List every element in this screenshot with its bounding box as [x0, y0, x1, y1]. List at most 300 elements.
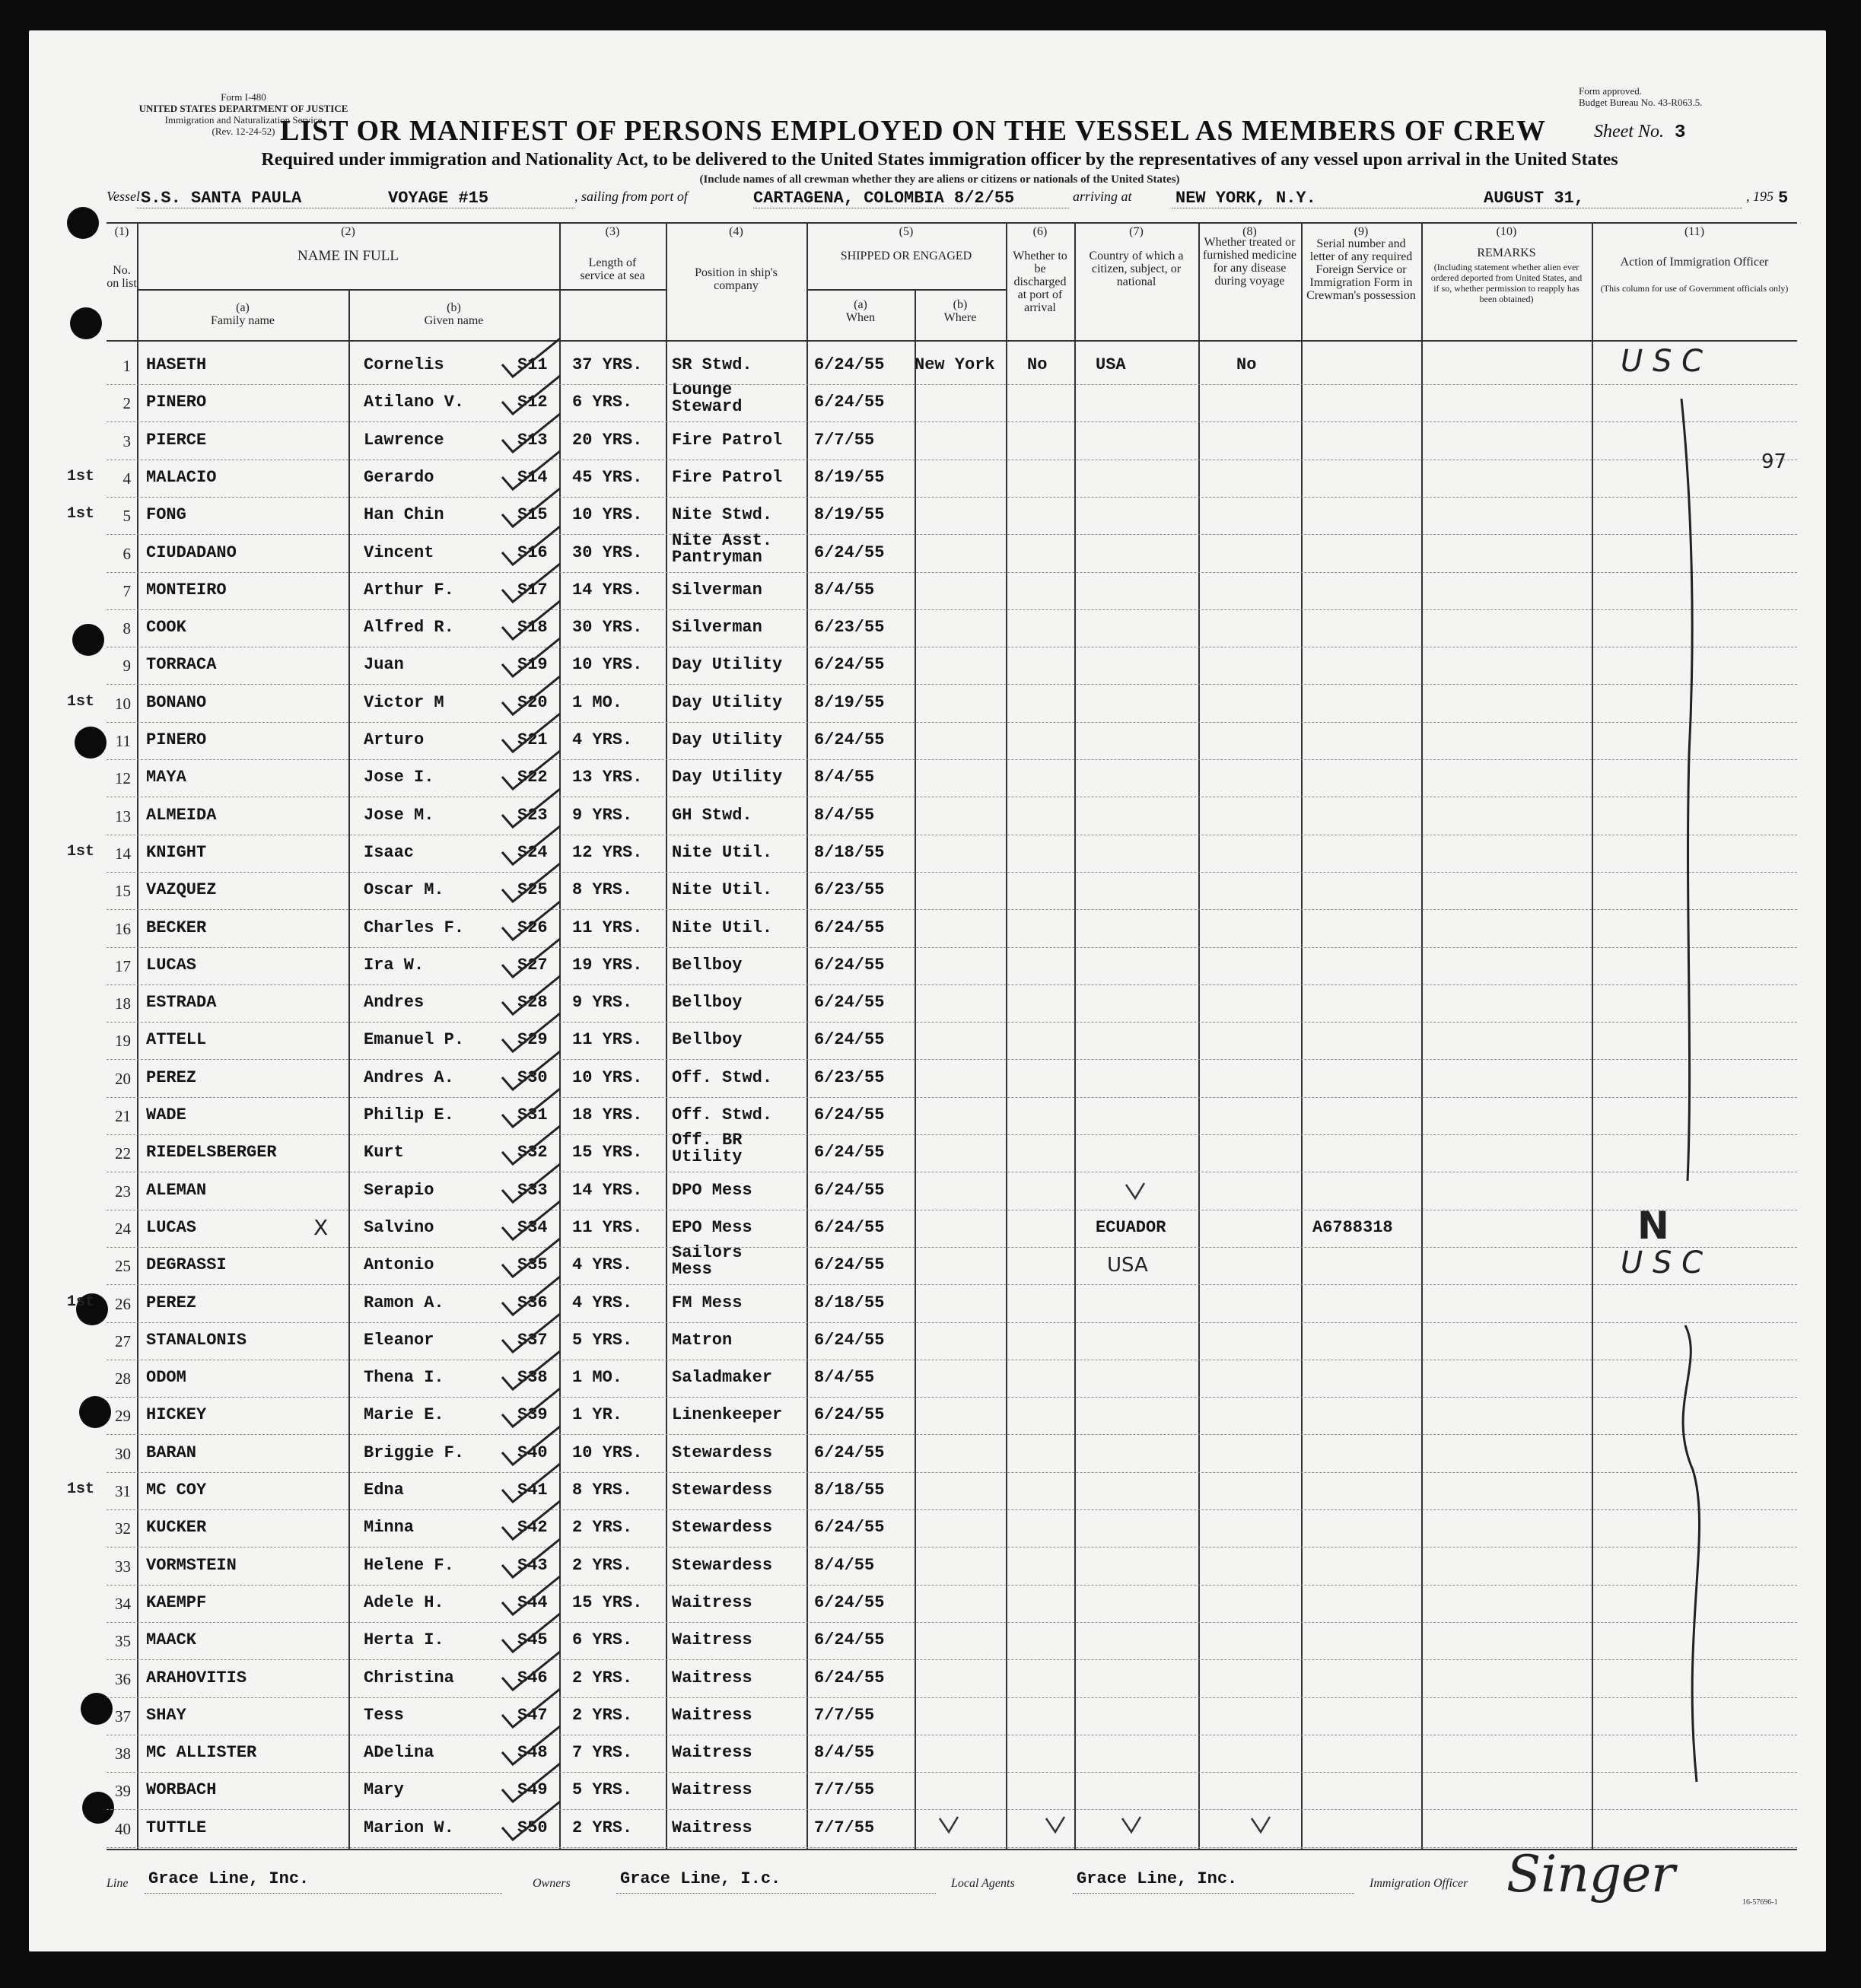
row-number: 14 — [115, 844, 131, 863]
handwritten-marks — [107, 222, 1797, 1850]
cell-service: 6 YRS. — [572, 1630, 633, 1650]
punch-hole — [67, 207, 99, 239]
cell-when: 6/24/55 — [814, 655, 885, 675]
cell-when: 7/7/55 — [814, 1780, 875, 1800]
cell-service: 12 YRS. — [572, 842, 643, 862]
cell-family: RIEDELSBERGER — [146, 1143, 277, 1163]
cell-given: ADelina — [364, 1743, 434, 1763]
cell-code: S16 — [517, 542, 548, 562]
cell-family: MC ALLISTER — [146, 1743, 257, 1763]
cell-position: Nite Util. — [672, 842, 773, 862]
first-trip-mark: 1st — [67, 842, 95, 860]
cell-given: Juan — [364, 655, 404, 675]
row-number: 5 — [122, 507, 131, 526]
cell-family: COOK — [146, 618, 186, 638]
cell-family: ARAHOVITIS — [146, 1668, 247, 1687]
col-header-when: (a) When — [845, 298, 876, 324]
arriving-label: arriving at — [1073, 189, 1132, 204]
cell-family: STANALONIS — [146, 1330, 247, 1350]
cell-code: S13 — [517, 430, 548, 450]
cell-code: S46 — [517, 1668, 548, 1687]
cell-family: WORBACH — [146, 1780, 217, 1800]
cell-code: S47 — [517, 1705, 548, 1725]
cell-code: S43 — [517, 1555, 548, 1575]
cell-when: 8/4/55 — [814, 580, 875, 600]
col-header-discharged: Whether to be discharged at port of arrival — [1013, 250, 1067, 314]
cell-position: EPO Mess — [672, 1217, 752, 1237]
row-number: 33 — [115, 1557, 131, 1576]
cell-when: 7/7/55 — [814, 430, 875, 450]
col-header-treated: Whether treated or furnished medicine for any disease during voyage — [1202, 236, 1297, 288]
row-number: 36 — [115, 1669, 131, 1688]
cell-given: Charles F. — [364, 918, 465, 937]
row-number: 29 — [115, 1407, 131, 1426]
cell-given: Ramon A. — [364, 1293, 444, 1312]
cell-given: Arturo — [364, 730, 425, 749]
cell-when: 8/18/55 — [814, 1293, 885, 1312]
cell-code: S17 — [517, 580, 548, 600]
cell-when: 6/24/55 — [814, 1217, 885, 1237]
cell-code: S42 — [517, 1518, 548, 1538]
cell-position: Silverman — [672, 618, 762, 638]
voyage-number: VOYAGE #15 — [388, 189, 489, 208]
col2-number: (2) — [341, 225, 355, 238]
cell-position: DPO Mess — [672, 1180, 752, 1200]
row-number: 13 — [115, 806, 131, 825]
cell-position: Waitress — [672, 1592, 752, 1612]
col8-number: (8) — [1242, 225, 1257, 238]
cell-position: Sailors Mess — [672, 1243, 743, 1280]
cell-family: MALACIO — [146, 467, 217, 487]
cell-when: 6/24/55 — [814, 393, 885, 412]
col7-number: (7) — [1129, 225, 1144, 238]
cell-position: Silverman — [672, 580, 762, 600]
cell-service: 45 YRS. — [572, 467, 643, 487]
margin-number: 97 — [1761, 450, 1787, 473]
row-number: 9 — [122, 657, 131, 676]
col-header-country: Country of which a citizen, subject, or national — [1089, 250, 1184, 288]
cell-position: Linenkeeper — [672, 1405, 783, 1425]
row-number: 38 — [115, 1745, 131, 1764]
cell-position: Matron — [672, 1330, 733, 1350]
col-header-serial-number: Serial number and letter of any required Foreign Service or Immigration Form in Crewman's possession — [1306, 237, 1416, 302]
cell-code: S35 — [517, 1255, 548, 1275]
cell-when: 8/19/55 — [814, 467, 885, 487]
year-prefix: , 195 — [1746, 189, 1774, 204]
cell-code: S34 — [517, 1217, 548, 1237]
cell-family: PEREZ — [146, 1293, 197, 1312]
cell-given: Han Chin — [364, 505, 444, 525]
cell-position: Day Utility — [672, 692, 783, 712]
cell-when: 6/24/55 — [814, 542, 885, 562]
service: Immigration and Naturalization Service — [164, 114, 323, 126]
col5-number: (5) — [899, 225, 914, 238]
cell-family: WADE — [146, 1105, 186, 1124]
usc-annotation-2: U S C — [1621, 1245, 1704, 1280]
cell-family: PEREZ — [146, 1067, 197, 1087]
cell-code: S44 — [517, 1592, 548, 1612]
cell-family: ESTRADA — [146, 993, 217, 1013]
cell-when: 6/24/55 — [814, 1630, 885, 1650]
cell-when: 6/24/55 — [814, 1592, 885, 1612]
row-number: 3 — [122, 431, 131, 450]
cell-position: Waitress — [672, 1743, 752, 1763]
cell-given: Adele H. — [364, 1592, 444, 1612]
cell-service: 10 YRS. — [572, 1067, 643, 1087]
cell-position: Waitress — [672, 1780, 752, 1800]
cell-given: Eleanor — [364, 1330, 434, 1350]
cell-family: KNIGHT — [146, 842, 207, 862]
cell-family: CIUDADANO — [146, 542, 237, 562]
cell-code: S33 — [517, 1180, 548, 1200]
cell-given: Jose M. — [364, 805, 434, 825]
vessel-label: Vessel — [107, 189, 140, 204]
department: UNITED STATES DEPARTMENT OF JUSTICE — [138, 103, 348, 114]
officer-label: Immigration Officer — [1370, 1877, 1468, 1890]
col10-number: (10) — [1496, 225, 1517, 238]
cell-position: Off. Stwd. — [672, 1105, 773, 1124]
first-trip-mark: 1st — [67, 467, 95, 485]
cell-position: Bellboy — [672, 993, 743, 1013]
cell-when: 6/24/55 — [814, 730, 885, 749]
cell-family: HICKEY — [146, 1405, 207, 1425]
cell-given: Briggie F. — [364, 1442, 465, 1462]
cell-code: S20 — [517, 692, 548, 712]
revision: (Rev. 12-24-52) — [212, 126, 275, 137]
usc-annotation: U S C — [1621, 344, 1704, 379]
cell-position: Bellboy — [672, 955, 743, 975]
cell-family: PINERO — [146, 393, 207, 412]
cell-service: 1 MO. — [572, 1368, 623, 1388]
row-number: 30 — [115, 1444, 131, 1463]
cell-code: S36 — [517, 1293, 548, 1312]
form-approved: Form approved. — [1579, 85, 1643, 97]
cell-service: 15 YRS. — [572, 1592, 643, 1612]
cell-code: S31 — [517, 1105, 548, 1124]
cell-given: Herta I. — [364, 1630, 444, 1650]
first-trip-mark: 1st — [67, 1293, 95, 1311]
cell-position: Nite Util. — [672, 918, 773, 937]
cell-code: S49 — [517, 1780, 548, 1800]
cell-family: ODOM — [146, 1368, 186, 1388]
cell-family: MAACK — [146, 1630, 197, 1650]
cell-when: 6/24/55 — [814, 955, 885, 975]
cell-family: DEGRASSI — [146, 1255, 227, 1275]
col-header-family-name: (a) Family name — [211, 301, 275, 327]
arrival-port: NEW YORK, N.Y. — [1175, 189, 1316, 208]
cell-when: 6/24/55 — [814, 1668, 885, 1687]
row-number: 12 — [115, 769, 131, 788]
cell-given: Isaac — [364, 842, 415, 862]
cell-family: BARAN — [146, 1442, 197, 1462]
cell-country-handwritten: USA — [1107, 1254, 1148, 1277]
col-header-officer-action: Action of Immigration Officer — [1620, 256, 1769, 269]
row-number: 2 — [122, 394, 131, 413]
cell-position: Lounge Steward — [672, 380, 743, 417]
cell-service: 2 YRS. — [572, 1555, 633, 1575]
row-number: 18 — [115, 994, 131, 1013]
row-number: 32 — [115, 1519, 131, 1538]
col-header-remarks-note: (Including statement whether alien ever ordered deported from United States, and if so, whether permission to reapply has been obtained) — [1430, 262, 1583, 304]
cell-service: 37 YRS. — [572, 355, 643, 374]
first-trip-mark: 1st — [67, 1481, 95, 1498]
print-code: 16-57696-1 — [1742, 1898, 1778, 1907]
cell-code: S37 — [517, 1330, 548, 1350]
cell-position: Nite Stwd. — [672, 505, 773, 525]
col11-number: (11) — [1684, 225, 1705, 238]
cell-given: Atilano V. — [364, 393, 465, 412]
cell-family: PINERO — [146, 730, 207, 749]
cell-position: Waitress — [672, 1630, 752, 1650]
cell-service: 2 YRS. — [572, 1518, 633, 1538]
cell-service: 7 YRS. — [572, 1743, 633, 1763]
cell-given: Jose I. — [364, 768, 434, 787]
cell-family: VAZQUEZ — [146, 880, 217, 900]
col1-number: (1) — [114, 225, 129, 238]
owners-value: Grace Line, I.c. — [620, 1869, 781, 1888]
row-number: 10 — [115, 694, 131, 713]
cell-code: S23 — [517, 805, 548, 825]
sheet-number — [1594, 122, 1685, 143]
cell-given: Alfred R. — [364, 618, 454, 638]
cell-when: 6/24/55 — [814, 918, 885, 937]
cell-given: Oscar M. — [364, 880, 444, 900]
cell-family: MONTEIRO — [146, 580, 227, 600]
cell-given: Thena I. — [364, 1368, 444, 1388]
n-annotation: N — [1637, 1204, 1669, 1248]
cell-code: S39 — [517, 1405, 548, 1425]
cell-code: S22 — [517, 768, 548, 787]
approval-block — [1579, 85, 1792, 108]
cell-when: 6/24/55 — [814, 1330, 885, 1350]
page-title: LIST OR MANIFEST OF PERSONS EMPLOYED ON THE VESSEL AS MEMBERS OF CREW — [280, 115, 1546, 147]
cell-position: Saladmaker — [672, 1368, 773, 1388]
row-number: 31 — [115, 1482, 131, 1500]
col-header-name: NAME IN FULL — [297, 248, 399, 264]
col-header-remarks: REMARKS — [1477, 247, 1536, 259]
cell-where: New York — [915, 355, 995, 374]
cell-position: Fire Patrol — [672, 430, 783, 450]
cell-when: 8/19/55 — [814, 505, 885, 525]
cell-given: Victor M — [364, 692, 444, 712]
cell-position: Day Utility — [672, 655, 783, 675]
cell-family: TUTTLE — [146, 1818, 207, 1837]
cell-code: S27 — [517, 955, 548, 975]
col3-number: (3) — [605, 225, 620, 238]
cell-code: S38 — [517, 1368, 548, 1388]
row-number: 19 — [115, 1032, 131, 1051]
cell-service: 4 YRS. — [572, 1293, 633, 1312]
cell-position: Stewardess — [672, 1518, 773, 1538]
officer-signature: Singer — [1506, 1845, 1675, 1904]
vessel-name: S.S. SANTA PAULA — [141, 189, 302, 208]
col9-number: (9) — [1354, 225, 1369, 238]
cell-family: ALMEIDA — [146, 805, 217, 825]
sheet-value: 3 — [1674, 122, 1686, 143]
cell-family: TORRACA — [146, 655, 217, 675]
agents-label: Local Agents — [951, 1877, 1015, 1890]
cell-when: 8/4/55 — [814, 768, 875, 787]
cell-given: Ira W. — [364, 955, 425, 975]
cell-when: 8/19/55 — [814, 692, 885, 712]
row-number: 34 — [115, 1594, 131, 1613]
line-label: Line — [107, 1877, 129, 1890]
cell-family: SHAY — [146, 1705, 186, 1725]
col-header-position: Position in ship's company — [695, 266, 778, 292]
row-number: 25 — [115, 1257, 131, 1276]
form-number: Form I-480 — [221, 91, 266, 103]
cell-code: S21 — [517, 730, 548, 749]
cell-service: 20 YRS. — [572, 430, 643, 450]
footer — [107, 1845, 1797, 1907]
cell-service: 8 YRS. — [572, 880, 633, 900]
cell-service: 1 YR. — [572, 1405, 623, 1425]
cell-family: ATTELL — [146, 1030, 207, 1050]
cell-service: 8 YRS. — [572, 1481, 633, 1500]
instruction-note: (Include names of all crewman whether they are aliens or citizens or nationals of the United States) — [699, 173, 1180, 186]
col-header-given-name: (b) Given name — [424, 301, 484, 327]
cell-service: 4 YRS. — [572, 1255, 633, 1275]
cell-family: VORMSTEIN — [146, 1555, 237, 1575]
cell-discharge: No — [1027, 355, 1048, 374]
row-number: 20 — [115, 1069, 131, 1088]
row-number: 40 — [115, 1819, 131, 1838]
cell-family: MC COY — [146, 1481, 207, 1500]
cell-code: S48 — [517, 1743, 548, 1763]
cell-family: BECKER — [146, 918, 207, 937]
cell-position: Off. BR Utility — [672, 1131, 743, 1167]
cell-given: Philip E. — [364, 1105, 454, 1124]
row-number: 15 — [115, 882, 131, 901]
cell-code: S18 — [517, 618, 548, 638]
cell-given: Andres — [364, 993, 425, 1013]
cell-service: 4 YRS. — [572, 730, 633, 749]
cell-given: Emanuel P. — [364, 1030, 465, 1050]
cell-position: Nite Util. — [672, 880, 773, 900]
cell-code: S11 — [517, 355, 548, 374]
cell-service: 9 YRS. — [572, 805, 633, 825]
cell-service: 13 YRS. — [572, 768, 643, 787]
cell-code: S28 — [517, 993, 548, 1013]
cell-position: GH Stwd. — [672, 805, 752, 825]
cell-position: FM Mess — [672, 1293, 743, 1312]
row-number: 27 — [115, 1331, 131, 1350]
cell-when: 7/7/55 — [814, 1818, 875, 1837]
row-number: 4 — [122, 469, 131, 488]
cell-service: 10 YRS. — [572, 655, 643, 675]
cell-family: MAYA — [146, 768, 186, 787]
cell-position: Day Utility — [672, 730, 783, 749]
cell-position: Nite Asst. Pantryman — [672, 530, 773, 567]
row-number: 26 — [115, 1294, 131, 1313]
cell-position: Off. Stwd. — [672, 1067, 773, 1087]
col-header-length-of-service: Length of service at sea — [580, 256, 645, 282]
col-header-shipped-engaged: SHIPPED OR ENGAGED — [840, 250, 972, 262]
cell-service: 11 YRS. — [572, 1217, 643, 1237]
row-number: 21 — [115, 1107, 131, 1125]
cell-treated: No — [1236, 355, 1257, 374]
cell-serial: A6788318 — [1312, 1217, 1393, 1237]
cell-service: 14 YRS. — [572, 580, 643, 600]
cell-when: 8/4/55 — [814, 1368, 875, 1388]
cell-given: Serapio — [364, 1180, 434, 1200]
cell-code: S25 — [517, 880, 548, 900]
cell-service: 6 YRS. — [572, 393, 633, 412]
cell-code: S14 — [517, 467, 548, 487]
cell-given: Marie E. — [364, 1405, 444, 1425]
col4-number: (4) — [729, 225, 743, 238]
departure-port: CARTAGENA, COLOMBIA 8/2/55 — [753, 189, 1015, 208]
cell-when: 7/7/55 — [814, 1705, 875, 1725]
row-number: 28 — [115, 1369, 131, 1388]
row-number: 35 — [115, 1632, 131, 1651]
first-trip-mark: 1st — [67, 692, 95, 711]
cell-when: 6/24/55 — [814, 1180, 885, 1200]
cell-code: S45 — [517, 1630, 548, 1650]
cell-service: 15 YRS. — [572, 1143, 643, 1163]
cell-given: Helene F. — [364, 1555, 454, 1575]
row-number: 8 — [122, 619, 131, 638]
arrival-date: AUGUST 31, — [1484, 189, 1585, 208]
cell-code: S30 — [517, 1067, 548, 1087]
subtitle: Required under immigration and Nationality Act, to be delivered to the United States immigration officer by the representatives of any vessel upon arrival in the United States — [261, 150, 1618, 170]
cell-service: 30 YRS. — [572, 618, 643, 638]
cell-given: Vincent — [364, 542, 434, 562]
cell-service: 14 YRS. — [572, 1180, 643, 1200]
cell-family: ALEMAN — [146, 1180, 207, 1200]
cell-given: Marion W. — [364, 1818, 454, 1837]
year-digit: 5 — [1778, 189, 1789, 208]
cell-service: 19 YRS. — [572, 955, 643, 975]
cell-position: SR Stwd. — [672, 355, 752, 374]
cell-service: 5 YRS. — [572, 1330, 633, 1350]
cell-code: S50 — [517, 1818, 548, 1837]
cell-position: Waitress — [672, 1818, 752, 1837]
sailing-label: , sailing from port of — [574, 189, 688, 204]
cell-family: LUCAS — [146, 1217, 197, 1237]
cell-when: 6/24/55 — [814, 1105, 885, 1124]
col-header-where: (b) Where — [943, 298, 977, 324]
cell-family: KUCKER — [146, 1518, 207, 1538]
cell-given: Arthur F. — [364, 580, 454, 600]
cell-code: S19 — [517, 655, 548, 675]
cell-service: 30 YRS. — [572, 542, 643, 562]
cell-when: 6/24/55 — [814, 993, 885, 1013]
vessel-line — [107, 187, 1803, 210]
cell-code: S12 — [517, 393, 548, 412]
cell-when: 6/23/55 — [814, 1067, 885, 1087]
row-number: 22 — [115, 1144, 131, 1163]
cell-given: Cornelis — [364, 355, 444, 374]
cell-position: Fire Patrol — [672, 467, 783, 487]
col6-number: (6) — [1032, 225, 1048, 238]
cell-family: BONANO — [146, 692, 207, 712]
cell-service: 2 YRS. — [572, 1668, 633, 1687]
cell-family: HASETH — [146, 355, 207, 374]
cell-code: S26 — [517, 918, 548, 937]
cell-service: 2 YRS. — [572, 1818, 633, 1837]
cell-code: S24 — [517, 842, 548, 862]
cell-when: 6/23/55 — [814, 880, 885, 900]
col-header-officer-note: (This column for use of Government officials only) — [1600, 283, 1789, 294]
cell-family: PIERCE — [146, 430, 207, 450]
cell-when: 6/24/55 — [814, 1442, 885, 1462]
cell-country: USA — [1096, 355, 1126, 374]
first-trip-mark: 1st — [67, 505, 95, 523]
cell-when: 6/24/55 — [814, 1405, 885, 1425]
row-number: 17 — [115, 956, 131, 975]
row-number: 37 — [115, 1706, 131, 1726]
